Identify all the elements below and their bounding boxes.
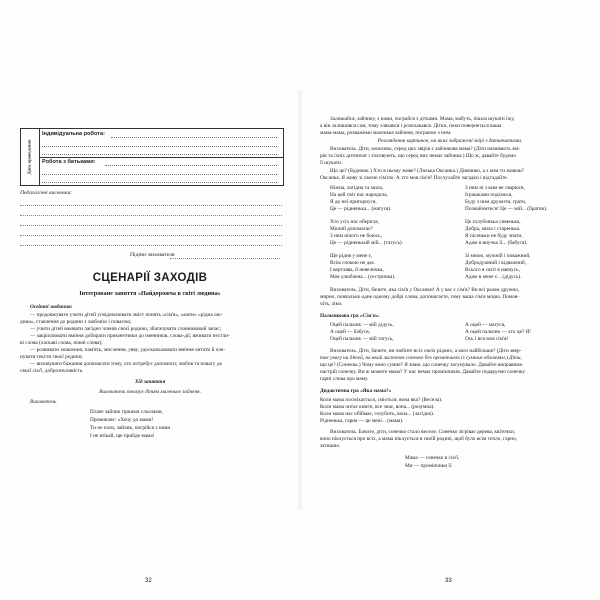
game1-title: Пальчикова гра «Сім'я». — [320, 313, 380, 319]
game2-line: Коли мама посміхається, сміється, вона яка? (Весела). — [320, 397, 443, 403]
text-line: Вихователь. Діти, можливо, серед цих звірів є зайчикова мама? (Діти називають звi- — [330, 146, 520, 152]
text-line: її шукати. — [320, 160, 343, 166]
page-number-right: 33 — [445, 578, 452, 584]
game2-line: Коли мама нас обіймає, голубить, вона... (лагідна). — [320, 411, 435, 417]
game2-title: Дидактична гра «Яка мама?» — [320, 388, 392, 394]
plan-table — [20, 128, 284, 186]
text-line: мама-мама, розважимо маленьке зайченя, пограємо з ним. — [320, 130, 452, 136]
task-line: ві слова (ласкаві слова, ніжні слова); — [20, 340, 103, 346]
task-line: — виховувати бажання допомагати тому, хто потребує допомоги; любов та повагу до — [30, 361, 223, 367]
signature-line — [170, 258, 280, 259]
final-poem-line: Ми — промінчики її. — [405, 463, 453, 469]
game1-line: Оцей пальчик — мій татусь, — [330, 336, 394, 342]
text-line: настрій сонечку. Ви ж можете мама? У нас немає промінчиків. Давайте подаруємо сонечку — [320, 369, 526, 375]
text-line: гарні слова про маму. — [320, 376, 369, 382]
text-line: що це? (Сонечко.) Чому воно сумне? Я знаю, що сонечку засумувало. Давайте виправимо — [320, 362, 523, 368]
lesson-title: Інтегроване заняття «Найдорожча в світі людина» — [79, 290, 221, 297]
game1-line: А оцей пальчик — хто це? Я! — [465, 329, 531, 335]
plan-row-individual — [39, 129, 283, 158]
text-line: мирно, повчально одне одному добрі слова, допомагаєте, тому ваша сім'я міцна. Помов- — [320, 294, 520, 300]
riddle-line: Ще рідня у мене є, — [330, 253, 373, 259]
riddle-line: Це — рідненька... (матуся). — [330, 206, 392, 212]
riddle-line: Хто усіх нас оберігає, — [330, 219, 380, 225]
riddle-line: Добра, мила і старенька. — [465, 226, 521, 232]
text-line: воно піклується про всіх, а мама піклується в своїй родині, щоб було всім тепло, гарно, — [320, 436, 518, 442]
task-line: своєї сім'ї, доброзичливість. — [20, 368, 84, 374]
riddle-line: Буду з ним дружити, грати, — [465, 199, 527, 205]
plan-row-parents-label: Робота з батьками: — [42, 159, 96, 165]
poem-line: Плаче зайчик гіркими сльозами, — [90, 409, 163, 415]
riddle-line: Всього в світі я навчусь, — [465, 267, 520, 273]
riddle-line: Добродушний і відважний, — [465, 260, 527, 266]
fill-line — [111, 137, 277, 138]
text-line: Залишайся, зайчику, з нами, пограйся з дітками. Мама, мабуть, пішла шукати їжу, — [330, 116, 515, 122]
page-number-left: 32 — [145, 578, 152, 584]
riddle-line: Всім спокою не дає. — [330, 260, 376, 266]
text-line: рів та їхніх дитинчат і з'ясовують, що серед них немає зайчика.) Що ж, давайте будемо — [320, 153, 516, 159]
riddle-line: Познайомтеся! Це — мій... (братик). — [465, 206, 548, 212]
game1-line: Ось і вся моя сім'я! — [465, 336, 509, 342]
plan-date-cell — [21, 129, 40, 185]
game1-line: А оцей — бабуся, — [330, 329, 371, 335]
riddle-line: Милий допомагає? — [330, 226, 373, 232]
game2-line: Коли мама читає книги, все знає, вона... (розумна). — [320, 404, 435, 410]
tasks-heading: Освітні завдання: — [30, 304, 73, 310]
plan-row-parents — [39, 157, 283, 185]
riddle-line: На цей світ нас народила, — [330, 192, 388, 198]
fill-line — [42, 154, 277, 155]
plan-date-label: Дата проведення — [26, 139, 32, 175]
task-line: — учити дітей вживати лагідно членів своєї родини, збагачувати словниковий запас; — [30, 326, 222, 332]
game1-line: Оцей пальчик — мій дідусь, — [330, 322, 394, 328]
text-line: тає увагу на дітей, на який листочок сонечко без промінчиків із сумним обличчям.) Діти, — [320, 355, 522, 361]
section-title: СЦЕНАРІЇ ЗАХОДІВ — [92, 272, 208, 284]
notes-line — [20, 205, 282, 206]
course-heading: Хід заняття — [134, 379, 166, 385]
text-line: Оксанка. Я живу зі своєю сім'єю. А хто моя сім'я? Послухайте загадки і відгадайте. — [320, 175, 508, 181]
fill-line — [105, 165, 277, 166]
fill-line — [42, 182, 277, 183]
task-line: — розвивати мовлення, пам'ять, мислення, уяву, удосконалювати вміння читати й чле- — [30, 347, 226, 353]
task-line: дина», ставлення до родини з любов'ю і повагою; — [20, 319, 132, 325]
riddle-line: З ним нічого не боюсь, — [330, 233, 382, 239]
text-line: чіть, ліки. — [320, 301, 343, 307]
text-line: Вихователь. Бачите, діти, сонечко стало веселе. Сонечко зігріває дерева, квіточки, — [330, 429, 516, 435]
notes-line — [20, 215, 282, 216]
poem-line: І не втікай, ще прийде мама! — [90, 433, 155, 439]
text-line: затишно. — [320, 443, 341, 449]
speaker-label: Вихователь — [30, 399, 57, 405]
text-line: Вихователь. Діти, бачите, яка сім'я у Оксанки! А у вас є сім'я? Ви всі разом дружно, — [330, 287, 520, 293]
pedagogical-notes-label: Педагогічні висновки: — [20, 190, 73, 196]
fill-line — [42, 146, 277, 147]
stage-direction: Розглядання картинок, на яких зображені звірі з дитинчатами. — [377, 138, 523, 144]
notes-line — [20, 235, 282, 236]
course-note: Вихователь показує дітям маленьке зайченя. — [99, 389, 201, 395]
right-page — [300, 0, 600, 600]
final-poem-line: Мама — сонечко в сім'ї, — [405, 455, 460, 461]
riddle-line: Моя улюблена... (сестричка). — [330, 274, 396, 280]
poem-line: Промовляє: «Хочу до мами! — [90, 417, 154, 423]
game1-line: А оцей — матуся, — [465, 322, 506, 328]
task-line: нувати тексти своєї родини; — [20, 354, 83, 360]
task-line: — закріплювати вміння добирати прикметники до іменників, слова-дії; вживати пестли- — [30, 333, 230, 339]
riddle-line: Ніжна, лагідна та мила, — [330, 185, 384, 191]
riddle-line: Адже я внучка її... (бабуся). — [465, 240, 528, 246]
plan-row-individual-label: Індивідуальна робота: — [42, 131, 105, 137]
riddle-line: Зі мною, мужній і поважний, — [465, 253, 531, 259]
signature-label: Підпис вихователя — [130, 252, 175, 258]
riddle-line: Я до неї пригорнуся, — [330, 199, 377, 205]
riddle-line: Це — рідненький мій... (татусь). — [330, 240, 404, 246]
riddle-line: І вертлява, й невеличка, — [330, 267, 384, 273]
text-line: а він залишився сам, тому злякався і розплакався. Дітки, поки повернеться ваша — [320, 123, 502, 129]
riddle-line: Адже в мене є... (дідусь). — [465, 274, 522, 280]
notes-line — [20, 225, 282, 226]
game2-line: Рідненька, гарна — це мені... (мама). — [320, 418, 404, 424]
text-line: Що це? (Будинок.) Хто в ньому живе? (Лялька Оксанка.) Дівчинко, а з ким ти живеш? — [330, 168, 525, 174]
task-line: — продовжувати учити дітей усвідомлювати зміст понять «сім'я», «мати» «рідна лю- — [30, 312, 223, 318]
notes-line — [20, 245, 282, 246]
riddle-line: Я пісеньки не буду знати, — [465, 233, 523, 239]
riddle-line: Це голубонька сивенька, — [465, 219, 521, 225]
riddle-line: З ним ні з ким не сварюся, — [465, 185, 525, 191]
fill-line — [42, 174, 277, 175]
text-line: Вихователь. Діти, бачите, ви любите всіх своїх рідних, а кого найбільше? (Діти звер- — [330, 348, 522, 354]
poem-line: Ти не плач, зайчик, погрійся з нами — [90, 425, 171, 431]
riddle-line: Іграшками поділюся, — [465, 192, 513, 198]
